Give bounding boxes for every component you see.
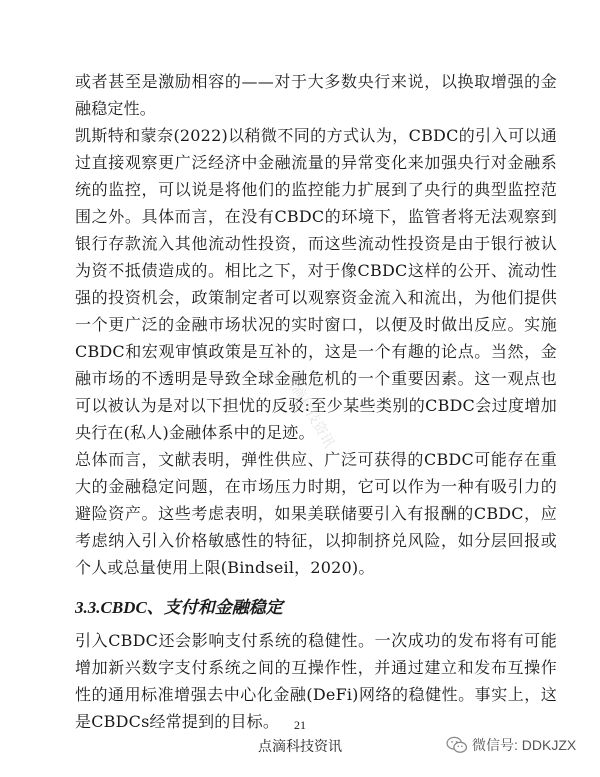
paragraph-3: 总体而言，文献表明，弹性供应、广泛可获得的CBDC可能存在重大的金融稳定问题，在市场压力时期，它可以作为一种有吸引力的避险资产。这些考虑表明，如果美联储要引入有报酬的CBDC，应考虑纳入引入价格敏感性的特征，以抑制挤兑风险，如分层回报或个人或总量使用上限(Bindseil，2020)。 xyxy=(75,450,557,577)
footer-source: 点滴科技资讯 xyxy=(258,739,342,755)
watermark: 点滴科技资讯 xyxy=(281,370,338,451)
wechat-icon xyxy=(446,736,468,754)
paragraph-2: 凯斯特和蒙奈(2022)以稍微不同的方式认为，CBDC的引入可以通过直接观察更广泛经济中金融流量的异常变化来加强央行对金融系统的监控，可以说是将他们的监控能力扩展到了央行的典型监控范围之外。具体而言，在没有CBDC的环境下，监管者将无法观察到银行存款流入其他流动性投资，而这些流动性投资是由于银行被认为资不抵债造成的。相比之下，对于像CBDC这样的公开、流动性强的投资机会，政策制定者可以观察资金流入和流出，为他们提供一个更广泛的金融市场状况的实时窗口，以便及时做出反应。实施CBDC和宏观审慎政策是互补的，这是一个有趣的论点。当然，金融市场的不透明是导致全球金融危机的一个重要因素。这一观点也可以被认为是对以下担忧的反驳:至少某些类别的CBDC会过度增加央行在(私人)金融体系中的足迹。 xyxy=(75,126,557,442)
page-number: 21 xyxy=(294,718,306,732)
paragraph-1: 或者甚至是激励相容的——对于大多数央行来说，以换取增强的金融稳定性。 xyxy=(75,72,557,118)
wechat-id xyxy=(446,735,576,755)
section-paragraph: 引入CBDC还会影响支付系统的稳健性。一次成功的发布将有可能增加新兴数字支付系统之间的互操作性，并通过建立和发布互操作性的通用标准增强去中心化金融(DeFi)网络的稳健性。事实上，这是CBDCs经常提到的目标。 xyxy=(75,631,557,731)
wechat-label: 微信号: DDKJZX xyxy=(472,737,577,753)
document-body xyxy=(75,68,557,735)
section-heading: 3.3.CBDC、支付和金融稳定 xyxy=(75,598,283,617)
